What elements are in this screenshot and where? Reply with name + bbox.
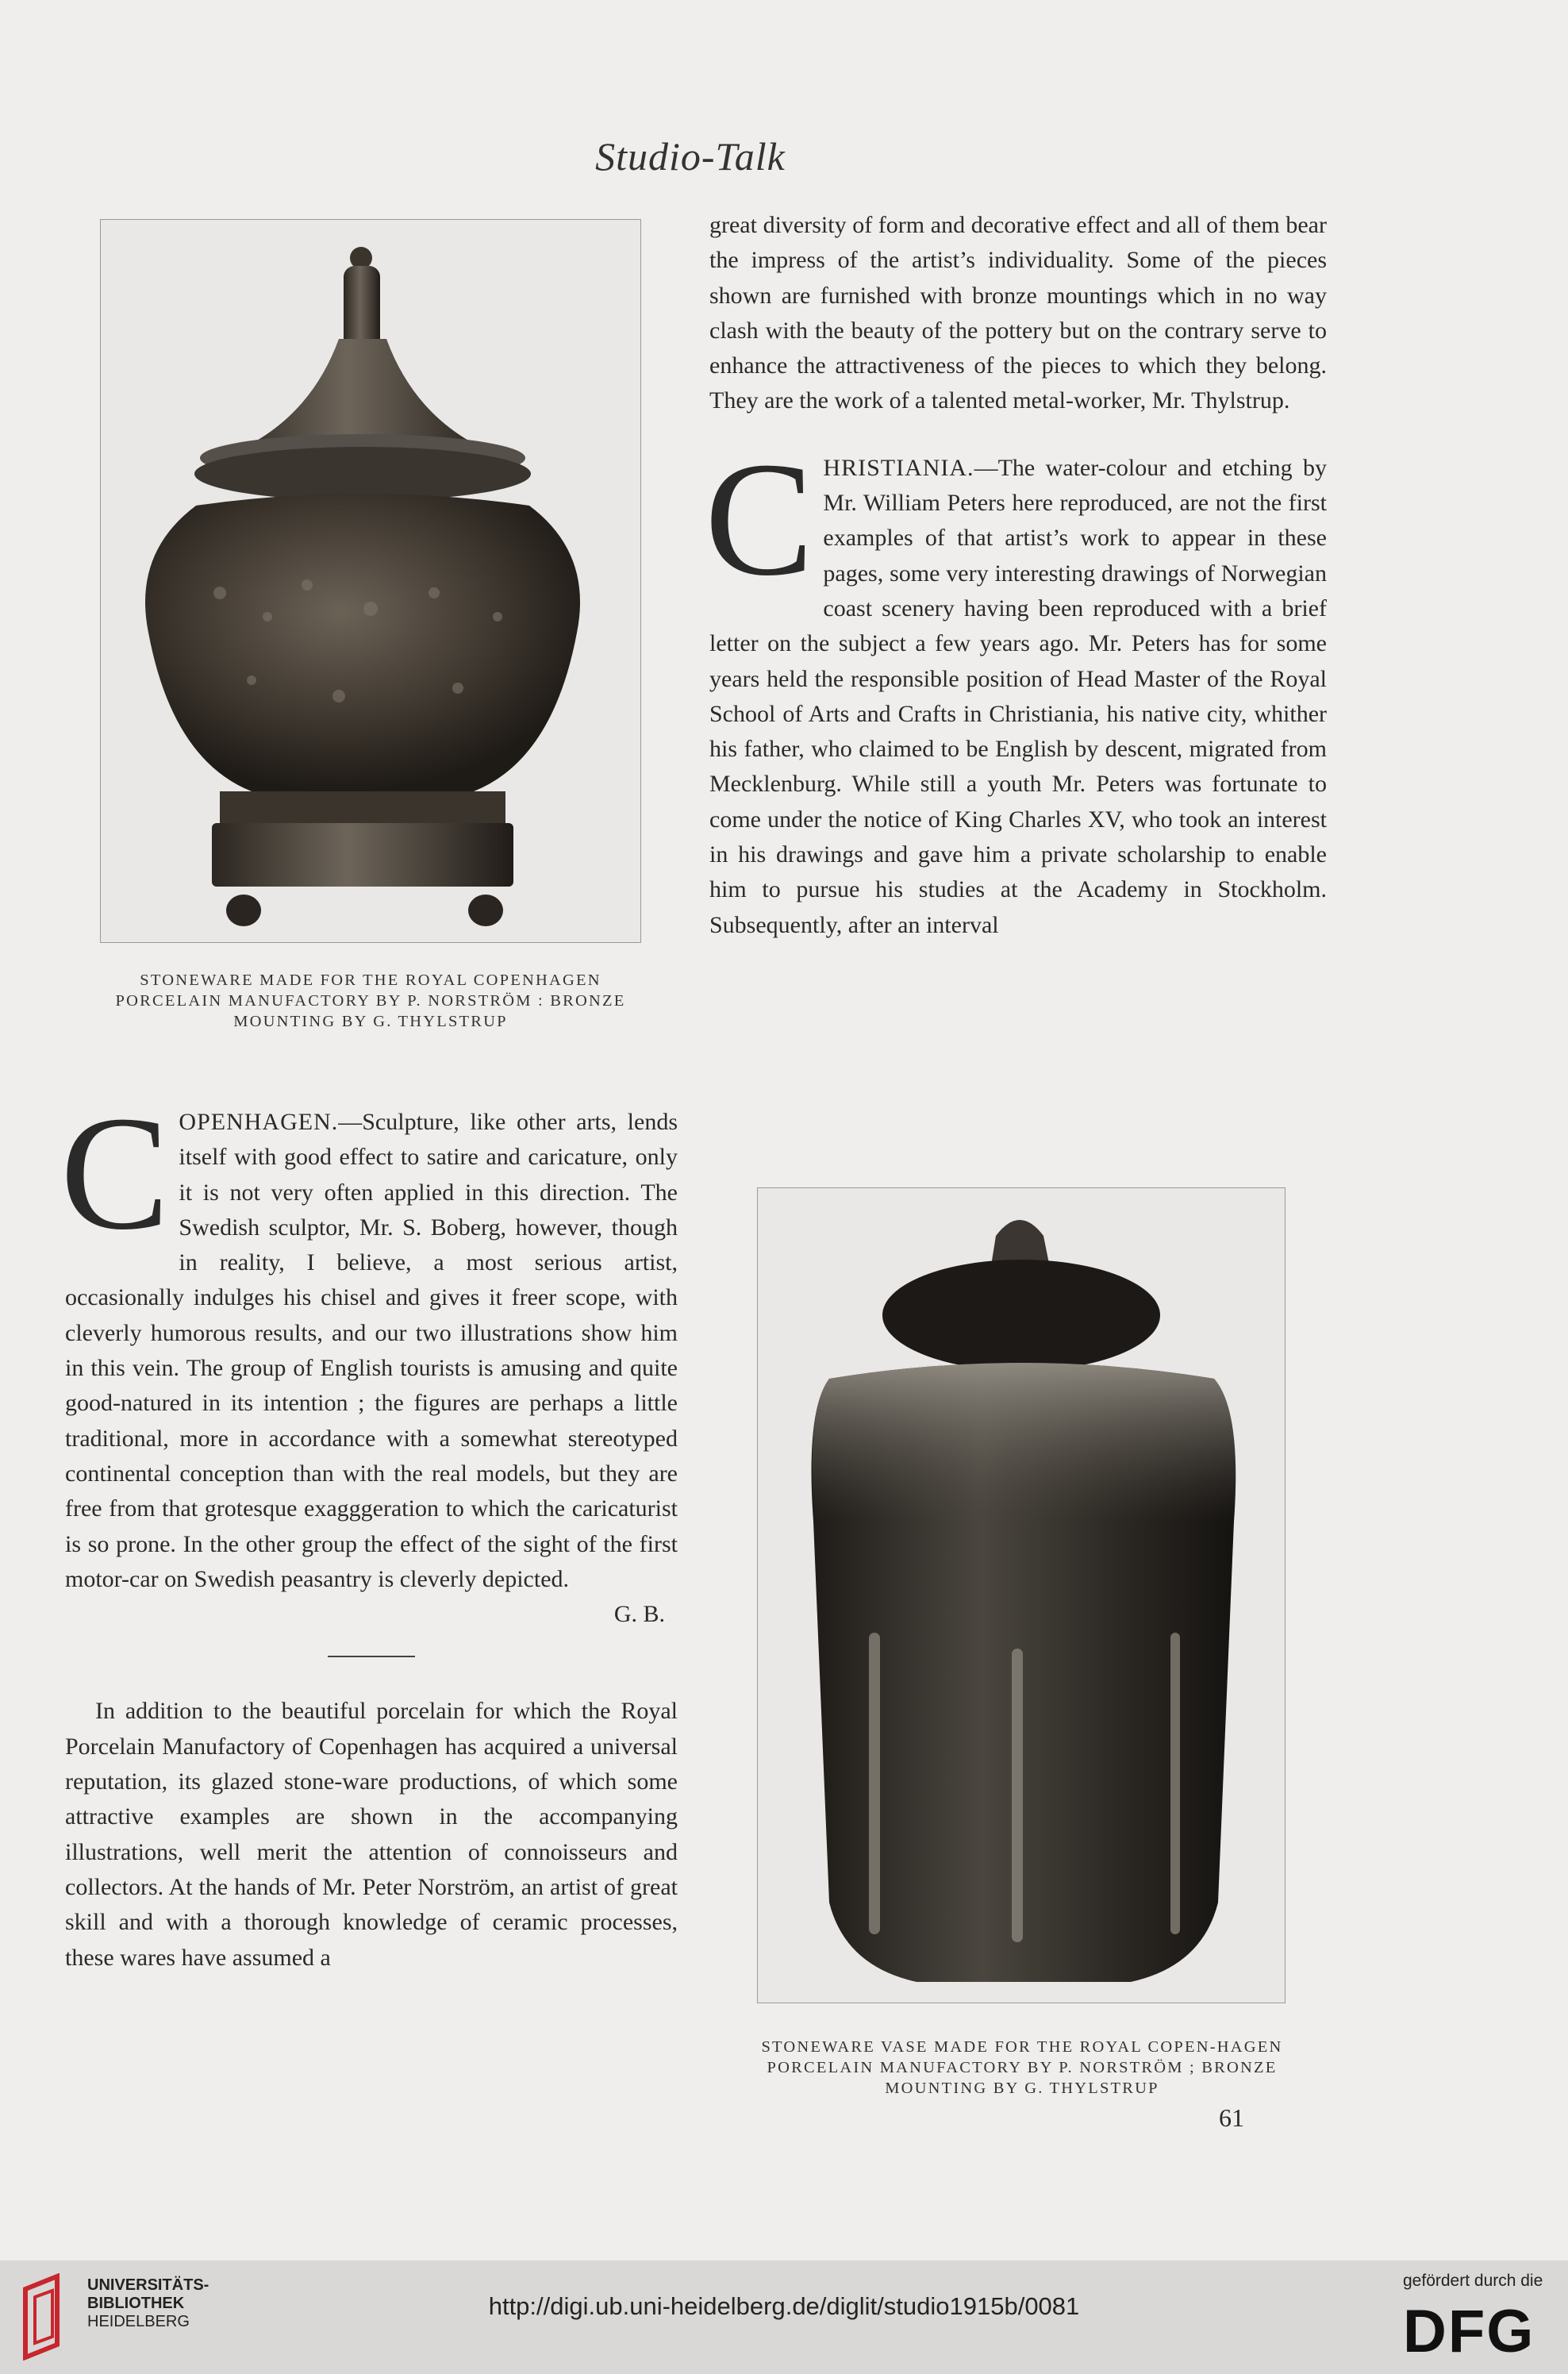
caption-stoneware-jar: STONEWARE MADE FOR THE ROYAL COPENHAGEN PORCELAIN MANUFACTORY BY P. NORSTRÖM : BRONZE MOUNTING BY G. THYLSTRUP — [115, 972, 626, 1030]
left-column-text — [60, 1082, 678, 1976]
source-url-link[interactable]: http://digi.ub.uni-heidelberg.de/diglit/studio1915b/0081 — [488, 2292, 1080, 2320]
stoneware-paragraph: In addition to the beautiful porcelain for which the Royal Porcelain Manufactory of Copenhagen has acquired a universal reputation, its glazed stone-ware productions, of which some attractive examples are shown in the accompanying illustrations, well merit the attention of connoisseurs and collectors. At the hands of Mr. Peter Norström, an artist of great skill and with a thorough knowledge of ceramic processes, these wares have assumed a — [65, 1698, 678, 1971]
running-head: Studio-Talk — [595, 134, 786, 179]
page-number: 61 — [1219, 2103, 1244, 2132]
jar-illustration — [101, 220, 640, 942]
diversity-paragraph: great diversity of form and decorative effect and all of them bear the impress of the artist’s individuality. Some of the pieces shown are furnished with bronze mountings which in no way clash with the beauty of the pottery but on the contrary serve to enhance the attractiveness of the pieces to which they belong. They are the work of a talented metal-worker, Mr. Thylstrup. — [709, 212, 1327, 414]
photo-stoneware-vase — [757, 1187, 1286, 2003]
library-line-2: BIBLIOTHEK — [87, 2295, 185, 2312]
section-lead-copenhagen: OPENHAGEN. — [179, 1109, 339, 1135]
drop-cap-c: C — [60, 1082, 170, 1264]
section-lead-christiania: HRISTIANIA. — [823, 454, 974, 481]
dfg-logo: DFG — [1403, 2298, 1535, 2365]
library-line-3: HEIDELBERG — [87, 2313, 190, 2330]
author-signature: G. B. — [613, 1601, 665, 1628]
library-line-1: UNIVERSITÄTS- — [87, 2276, 209, 2294]
section-divider — [328, 1656, 415, 1657]
caption-stoneware-vase: STONEWARE VASE MADE FOR THE ROYAL COPEN-HAGEN PORCELAIN MANUFACTORY BY P. NORSTRÖM ; BRONZE MOUNTING BY G. THYLSTRUP — [761, 2038, 1283, 2097]
right-column-text — [705, 208, 1327, 943]
christiania-paragraph — [705, 427, 1327, 943]
vase-illustration — [758, 1188, 1285, 2003]
christiania-body: —The water-colour and etching by Mr. William Peters here reproduced, are not the first examples of that artist’s work to appear in these pages, some very interesting drawings of Norwegian coast scenery having been reproduced with a brief letter on the subject a few years ago. Mr. Peters has for some years held the responsible position of Head Master of the Royal School of Arts and Crafts in Christiania, his native city, whither his father, who claimed to be English by descent, migrated from Mecklenburg. While still a youth Mr. Peters was fortunate to come under the notice of King Charles XV, who took an interest in his drawings and gave him a private scholarship to enable him to pursue his studies at the Academy in Stockholm. Subsequently, after an interval — [709, 454, 1327, 938]
photo-stoneware-jar — [100, 219, 641, 943]
funding-label: gefördert durch die — [1403, 2272, 1543, 2290]
copenhagen-body: —Sculpture, like other arts, lends itself with good effect to satire and caricature, only it is not very often applied in this direction. The Swedish sculptor, Mr. S. Boberg, however, though in reality, I believe, a most serious artist, occasionally indulges his chisel and gives it freer scope, with cleverly humorous results, and our two illustrations show him in this vein. The group of English tourists is amusing and quite good-natured in its intention ; the figures are perhaps a little traditional, more in accordance with a somewhat stereotyped continental conception than with the real models, but they are free from that grotesque exagggeration to which the caricaturist is so prone. In the other group the effect of the sight of the first motor-car on Swedish peasantry is cleverly depicted. — [65, 1109, 678, 1592]
copenhagen-paragraph — [60, 1082, 678, 1597]
drop-cap-c-2: C — [705, 427, 814, 610]
